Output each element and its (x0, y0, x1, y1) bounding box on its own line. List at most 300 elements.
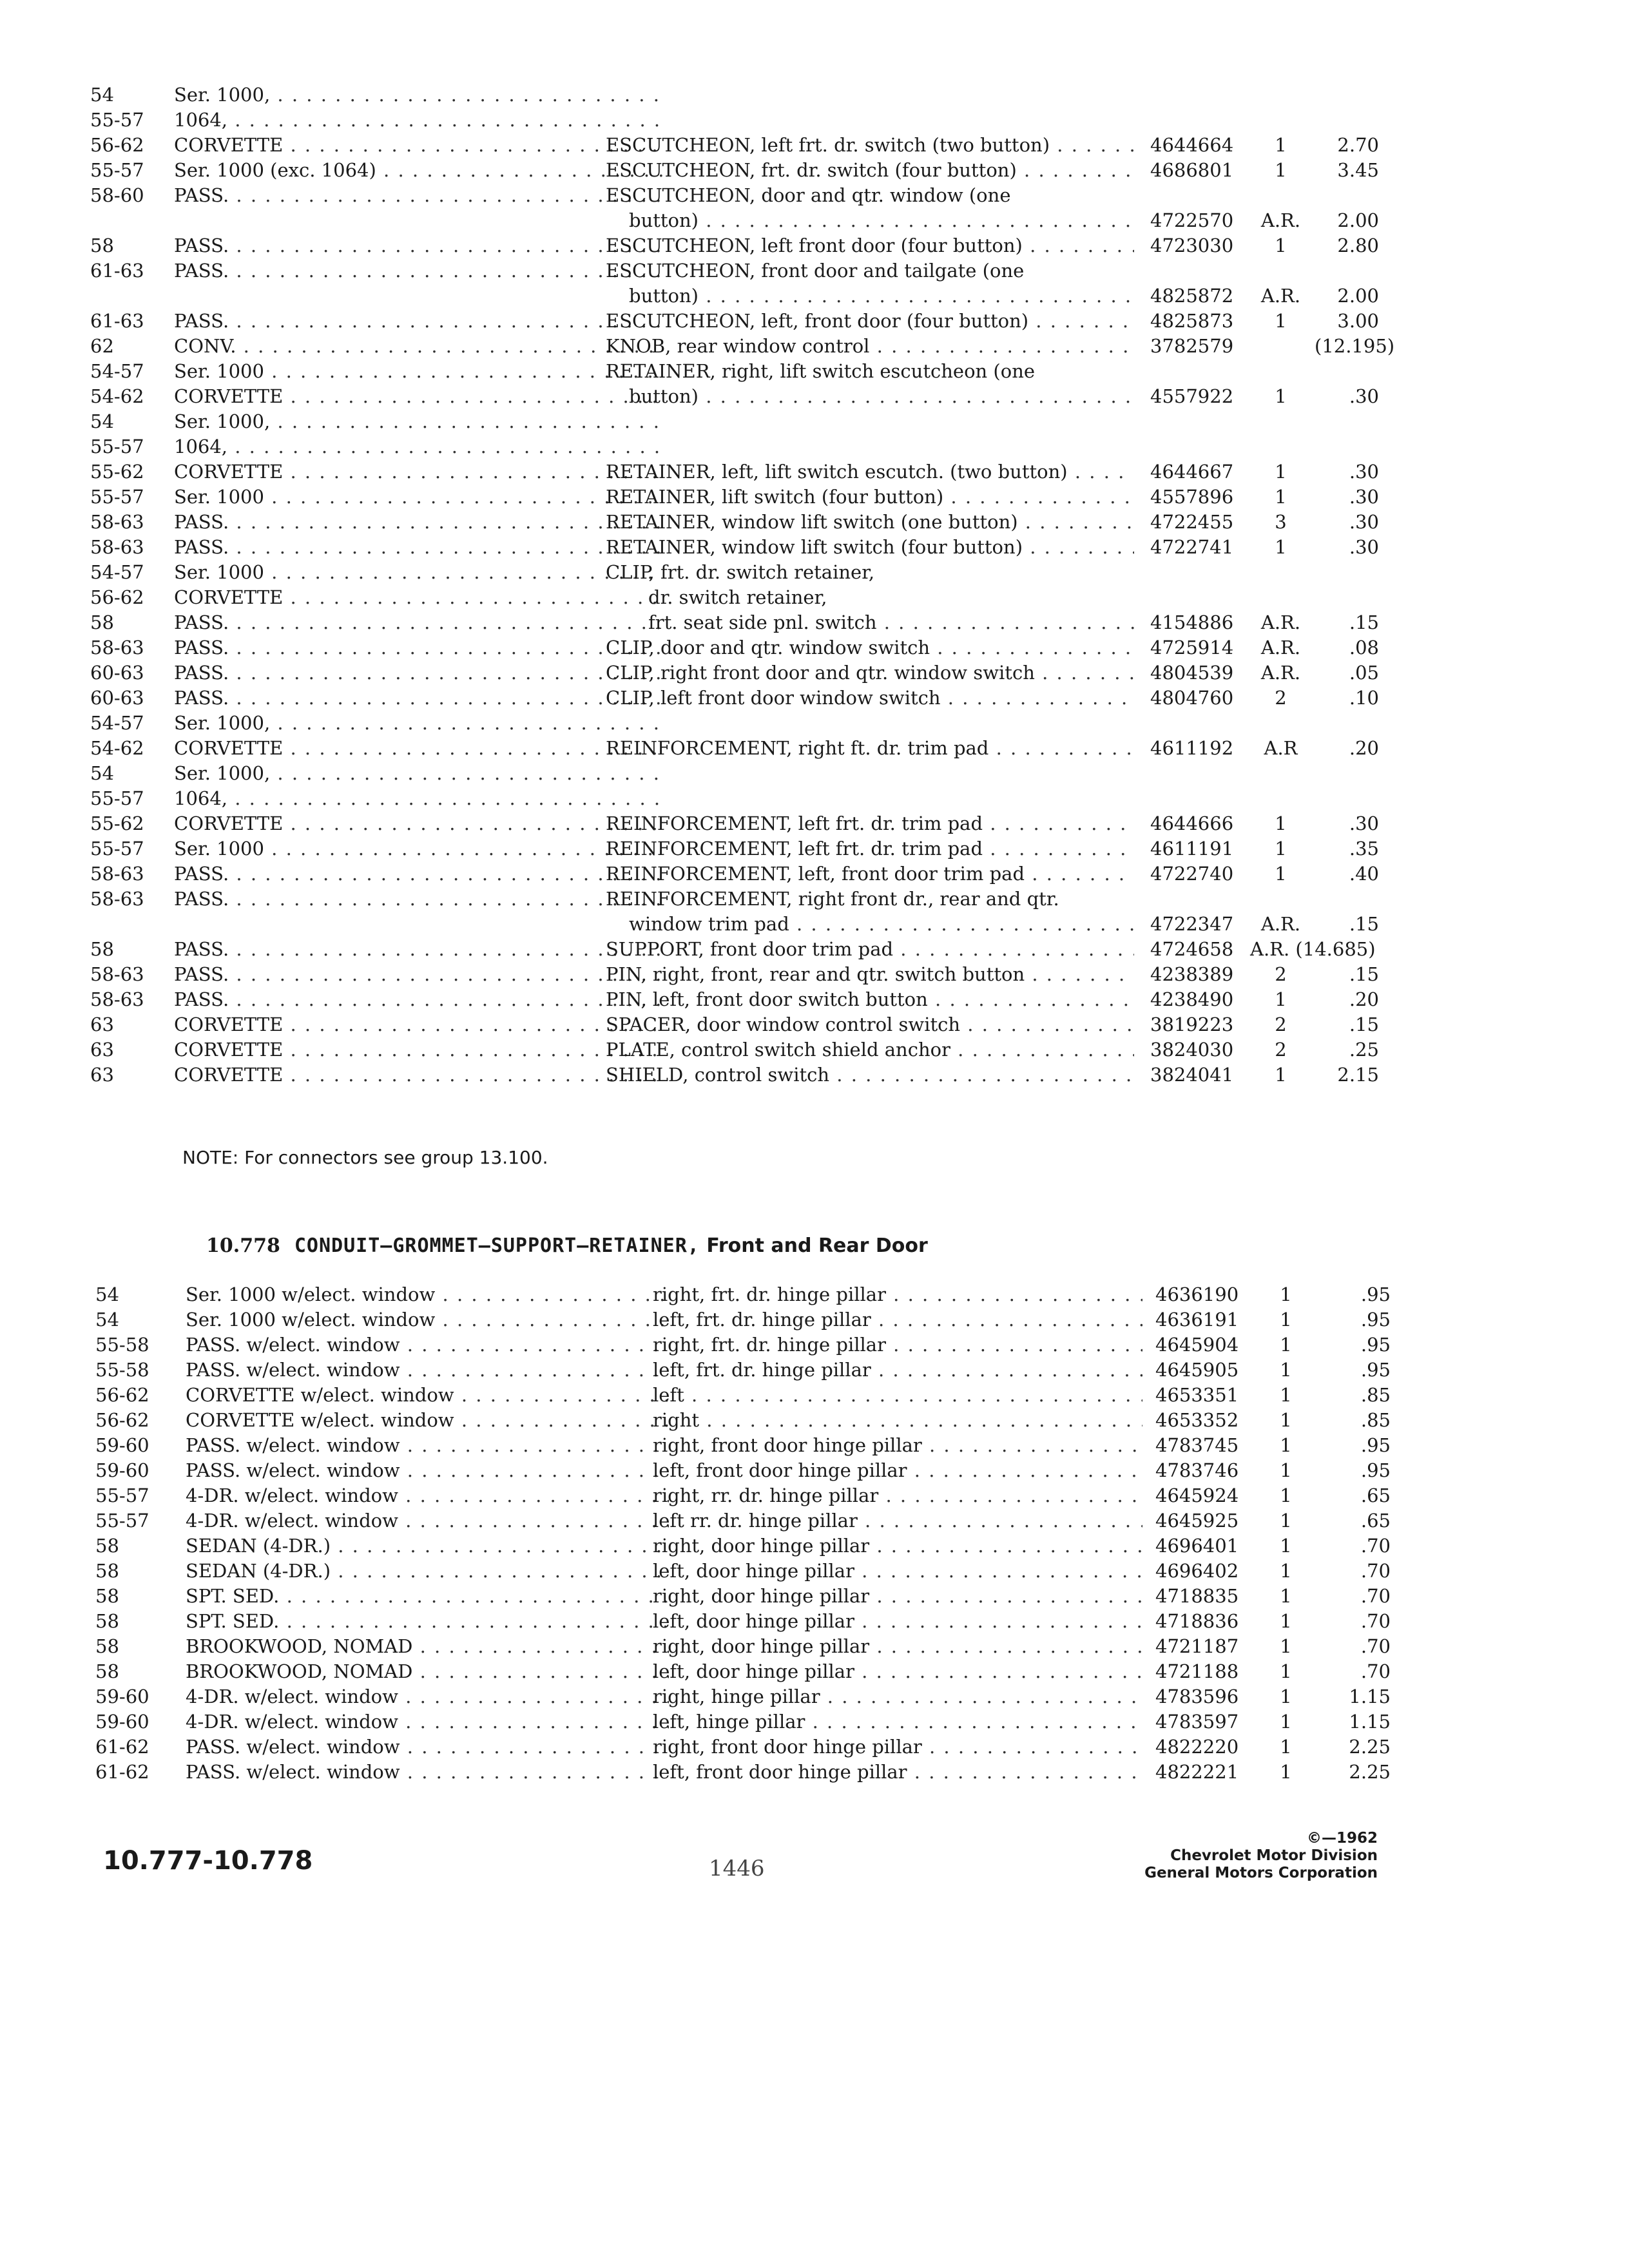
year-cell: 55-62 (90, 812, 144, 834)
year-cell: 58-60 (90, 184, 144, 206)
description-cell: left, door hinge pillar . . . (653, 1559, 1142, 1584)
year-cell: 54 (90, 410, 114, 432)
year-cell: 58 (95, 1610, 119, 1632)
model-cell: PASS. . . . (174, 660, 664, 686)
description-cell: left, door hinge pillar . . . (653, 1659, 1142, 1684)
price-cell: .70 (1360, 1535, 1391, 1557)
year-cell: 63 (90, 1064, 114, 1086)
part-number-cell: 4686801 (1150, 159, 1234, 181)
price-cell: .15 (1349, 611, 1379, 633)
part-number-cell: 4611192 (1150, 737, 1234, 759)
year-cell: 58 (95, 1535, 119, 1557)
year-cell: 63 (90, 1014, 114, 1035)
description-cell: right . . . (653, 1408, 1142, 1433)
quantity-cell: 1 (1275, 134, 1287, 156)
model-cell: 4-DR. w/elect. window . . . (186, 1709, 669, 1735)
year-cell: 54-62 (90, 737, 144, 759)
description-cell: left . . . (653, 1383, 1142, 1408)
year-cell: 54-62 (90, 385, 144, 407)
quantity-cell: A.R. (1260, 285, 1301, 307)
quantity-cell: 1 (1275, 1064, 1287, 1086)
price-cell: .95 (1360, 1283, 1391, 1305)
year-cell: 54 (90, 762, 114, 784)
quantity-cell: 1 (1280, 1359, 1292, 1381)
description-cell: right, door hinge pillar . . . (653, 1634, 1142, 1659)
section-title: CONDUIT—GROMMET—SUPPORT—RETAINER, (294, 1235, 700, 1257)
model-cell: PASS. w/elect. window . . . (186, 1433, 669, 1458)
year-cell: 55-57 (90, 436, 144, 457)
description-cell: left, door hinge pillar . . . (653, 1609, 1142, 1634)
year-cell: 59-60 (95, 1686, 149, 1707)
quantity-cell: 1 (1280, 1283, 1292, 1305)
price-cell: .30 (1349, 385, 1379, 407)
model-cell: CORVETTE . . . (174, 585, 664, 610)
price-cell: .95 (1360, 1459, 1391, 1481)
price-cell: 1.15 (1349, 1711, 1391, 1733)
quantity-cell: A.R. (1260, 662, 1301, 684)
quantity-cell: 1 (1280, 1459, 1292, 1481)
description-cell: ESCUTCHEON, left front door (four button) . . . (606, 233, 1134, 258)
model-cell: CORVETTE . . . (174, 1062, 664, 1088)
price-cell: .30 (1349, 461, 1379, 483)
year-cell: 58-63 (90, 988, 144, 1010)
quantity-cell: A.R (1264, 737, 1298, 759)
model-cell: PASS. w/elect. window . . . (186, 1458, 669, 1483)
quantity-cell: 1 (1280, 1510, 1292, 1532)
description-cell: window trim pad . . . (629, 912, 1134, 937)
part-number-cell: 4636191 (1155, 1309, 1239, 1331)
model-cell: Ser. 1000 . . . (174, 560, 664, 585)
year-cell: 58-63 (90, 963, 144, 985)
description-cell: SHIELD, control switch . . . (606, 1062, 1134, 1088)
part-number-cell: 4644666 (1150, 812, 1234, 834)
model-cell: PASS. . . . (174, 233, 664, 258)
year-cell: 55-57 (95, 1510, 149, 1532)
description-cell: right, front door hinge pillar . . . (653, 1433, 1142, 1458)
model-cell: CORVETTE . . . (174, 1012, 664, 1037)
model-cell: Ser. 1000, . . . (174, 82, 664, 108)
model-cell: Ser. 1000 (exc. 1064) . . . (174, 158, 664, 183)
description-cell: left, front door hinge pillar . . . (653, 1760, 1142, 1785)
description-cell: right, door hinge pillar . . . (653, 1584, 1142, 1609)
section-subtitle: Front and Rear Door (706, 1235, 928, 1257)
year-cell: 54-57 (90, 561, 144, 583)
year-cell: 60-63 (90, 687, 144, 709)
year-cell: 54 (90, 84, 114, 106)
quantity-cell: A.R. (1260, 611, 1301, 633)
quantity-cell: 1 (1280, 1686, 1292, 1707)
publisher-block (1144, 1830, 1378, 1882)
quantity-cell: A.R. (1260, 913, 1301, 935)
model-cell: SEDAN (4-DR.) . . . (186, 1559, 669, 1584)
quantity-cell: 1 (1275, 988, 1287, 1010)
price-cell: .70 (1360, 1585, 1391, 1607)
price-cell: 2.00 (1337, 285, 1379, 307)
price-cell: .70 (1360, 1610, 1391, 1632)
price-cell: .70 (1360, 1660, 1391, 1682)
year-cell: 55-57 (90, 838, 144, 860)
year-cell: 55-62 (90, 461, 144, 483)
year-cell: 61-62 (95, 1761, 149, 1783)
model-cell: CORVETTE w/elect. window . . . (186, 1408, 669, 1433)
year-cell: 61-63 (90, 310, 144, 332)
price-cell: 2.00 (1337, 209, 1379, 231)
year-cell: 63 (90, 1039, 114, 1061)
part-number-cell: 3782579 (1150, 335, 1234, 357)
price-cell: 1.15 (1349, 1686, 1391, 1707)
description-cell: REINFORCEMENT, right front dr., rear and qtr. (606, 888, 1059, 910)
year-cell: 59-60 (95, 1434, 149, 1456)
quantity-cell: A.R. (1260, 209, 1301, 231)
model-cell: PASS. . . . (174, 635, 664, 660)
part-number-cell: 3824030 (1150, 1039, 1234, 1061)
quantity-cell: 1 (1280, 1560, 1292, 1582)
price-cell: .70 (1360, 1635, 1391, 1657)
model-cell: 4-DR. w/elect. window . . . (186, 1483, 669, 1508)
quantity-cell: 2 (1275, 1014, 1287, 1035)
description-cell: CLIP, left front door window switch . . . (606, 686, 1134, 711)
year-cell: 62 (90, 335, 114, 357)
quantity-cell: 1 (1280, 1635, 1292, 1657)
part-number-cell: 4783596 (1155, 1686, 1239, 1707)
quantity-cell: 1 (1280, 1761, 1292, 1783)
quantity-cell: 1 (1280, 1434, 1292, 1456)
part-number-cell: 4822220 (1155, 1736, 1239, 1758)
model-cell: CORVETTE . . . (174, 133, 664, 158)
year-cell: 58 (95, 1585, 119, 1607)
part-number-cell: 4645924 (1155, 1485, 1239, 1506)
description-cell: right, frt. dr. hinge pillar . . . (653, 1282, 1142, 1307)
year-cell: 60-63 (90, 662, 144, 684)
quantity-cell: 1 (1280, 1711, 1292, 1733)
year-cell: 54-57 (90, 360, 144, 382)
description-cell: PIN, right, front, rear and qtr. switch button . . . (606, 962, 1134, 987)
price-cell: .65 (1360, 1485, 1391, 1506)
description-cell: frt. seat side pnl. switch . . . (648, 610, 1134, 635)
division-name: Chevrolet Motor Division (1170, 1847, 1378, 1864)
model-cell: PASS. . . . (174, 962, 664, 987)
model-cell: 4-DR. w/elect. window . . . (186, 1508, 669, 1533)
model-cell: PASS. . . . (174, 887, 664, 912)
year-cell: 54-57 (90, 712, 144, 734)
year-cell: 56-62 (90, 586, 144, 608)
connector-note: NOTE: For connectors see group 13.100. (182, 1147, 548, 1168)
price-cell: .30 (1349, 511, 1379, 533)
part-number-cell: 4557922 (1150, 385, 1234, 407)
quantity-cell: 1 (1280, 1660, 1292, 1682)
price-cell: .95 (1360, 1334, 1391, 1356)
description-cell: left, hinge pillar . . . (653, 1709, 1142, 1735)
year-cell: 56-62 (95, 1409, 149, 1431)
model-cell: PASS. . . . (174, 610, 664, 635)
part-number-cell: 4557896 (1150, 486, 1234, 508)
part-number-cell: 4721187 (1155, 1635, 1239, 1657)
description-cell: KNOB, rear window control . . . (606, 334, 1134, 359)
description-cell: PLATE, control switch shield anchor . . . (606, 1037, 1134, 1062)
price-cell: .10 (1349, 687, 1379, 709)
quantity-cell: 1 (1275, 812, 1287, 834)
page-number: 1446 (709, 1856, 765, 1881)
description-cell: CLIP, frt. dr. switch retainer, (606, 561, 875, 583)
model-cell: BROOKWOOD, NOMAD . . . (186, 1634, 669, 1659)
price-cell: .08 (1349, 637, 1379, 658)
quantity-cell: 2 (1275, 687, 1287, 709)
description-cell: RETAINER, window lift switch (one button) . . . (606, 510, 1134, 535)
model-cell: BROOKWOOD, NOMAD . . . (186, 1659, 669, 1684)
price-cell: .85 (1360, 1409, 1391, 1431)
part-number-cell: 4724658 (1150, 938, 1234, 960)
description-cell: right, rr. dr. hinge pillar . . . (653, 1483, 1142, 1508)
model-cell: CORVETTE . . . (174, 459, 664, 485)
part-number-cell: 4696402 (1155, 1560, 1239, 1582)
part-number-cell: 4722741 (1150, 536, 1234, 558)
year-cell: 58-63 (90, 863, 144, 885)
quantity-cell: 1 (1280, 1585, 1292, 1607)
model-cell: SEDAN (4-DR.) . . . (186, 1533, 669, 1559)
price-cell: 3.45 (1337, 159, 1379, 181)
part-number-cell: 4822221 (1155, 1761, 1239, 1783)
description-cell: button) . . . (629, 284, 1134, 309)
model-cell: CORVETTE . . . (174, 811, 664, 836)
copyright: ©—1962 (1306, 1830, 1378, 1847)
year-cell: 55-58 (95, 1359, 149, 1381)
model-cell: CORVETTE . . . (174, 1037, 664, 1062)
quantity-cell: 2 (1275, 963, 1287, 985)
model-cell: PASS. . . . (174, 510, 664, 535)
quantity-cell: 1 (1280, 1384, 1292, 1406)
year-cell: 54 (95, 1283, 119, 1305)
part-number-cell: 4718835 (1155, 1585, 1239, 1607)
description-cell: ESCUTCHEON, frt. dr. switch (four button) . . . (606, 158, 1134, 183)
description-cell: ESCUTCHEON, front door and tailgate (one (606, 260, 1025, 282)
description-cell: left rr. dr. hinge pillar . . . (653, 1508, 1142, 1533)
price-cell: .40 (1349, 863, 1379, 885)
description-cell: CLIP, door and qtr. window switch . . . (606, 635, 1134, 660)
part-number-cell: 4645925 (1155, 1510, 1239, 1532)
price-cell: .15 (1349, 963, 1379, 985)
description-cell: REINFORCEMENT, right ft. dr. trim pad . . . (606, 736, 1134, 761)
price-cell: .95 (1360, 1309, 1391, 1331)
quantity-cell: 1 (1275, 536, 1287, 558)
part-number-cell: 4644667 (1150, 461, 1234, 483)
year-cell: 58 (90, 235, 114, 256)
model-cell: PASS. . . . (174, 309, 664, 334)
model-cell: SPT. SED. . . . (186, 1584, 669, 1609)
year-cell: 55-57 (90, 787, 144, 809)
year-cell: 55-57 (90, 109, 144, 131)
description-cell: REINFORCEMENT, left frt. dr. trim pad . . . (606, 811, 1134, 836)
quantity-cell: 1 (1275, 461, 1287, 483)
model-cell: PASS. . . . (174, 937, 664, 962)
year-cell: 58 (90, 611, 114, 633)
part-number-cell: 4721188 (1155, 1660, 1239, 1682)
description-cell: CLIP, right front door and qtr. window switch . . . (606, 660, 1134, 686)
model-cell: PASS. w/elect. window . . . (186, 1358, 669, 1383)
description-cell: button) . . . (629, 208, 1134, 233)
quantity-cell: 1 (1280, 1610, 1292, 1632)
description-cell: right, door hinge pillar . . . (653, 1533, 1142, 1559)
model-cell: 1064, . . . (174, 786, 664, 811)
model-cell: PASS. w/elect. window . . . (186, 1332, 669, 1358)
description-cell: left, frt. dr. hinge pillar . . . (653, 1307, 1142, 1332)
year-cell: 54 (95, 1309, 119, 1331)
description-cell: dr. switch retainer, (648, 586, 827, 608)
part-number-cell: 4238389 (1150, 963, 1234, 985)
price-cell: .25 (1349, 1039, 1379, 1061)
model-cell: Ser. 1000, . . . (174, 711, 664, 736)
part-number-cell: 4722347 (1150, 913, 1234, 935)
quantity-cell: 1 (1275, 159, 1287, 181)
description-cell: right, frt. dr. hinge pillar . . . (653, 1332, 1142, 1358)
quantity-cell: A.R. (14.685) (1250, 938, 1376, 960)
price-cell: .20 (1349, 737, 1379, 759)
price-cell: 3.00 (1337, 310, 1379, 332)
price-cell: 2.80 (1337, 235, 1379, 256)
quantity-cell: 3 (1275, 511, 1287, 533)
quantity-cell: 1 (1280, 1736, 1292, 1758)
part-number-cell: 4804760 (1150, 687, 1234, 709)
part-number-cell: 4238490 (1150, 988, 1234, 1010)
part-number-cell: 4154886 (1150, 611, 1234, 633)
description-cell: PIN, left, front door switch button . . . (606, 987, 1134, 1012)
model-cell: PASS. . . . (174, 987, 664, 1012)
quantity-cell: 1 (1280, 1535, 1292, 1557)
price-cell: 2.70 (1337, 134, 1379, 156)
year-cell: 59-60 (95, 1711, 149, 1733)
part-number-cell: 4725914 (1150, 637, 1234, 658)
price-cell: .95 (1360, 1434, 1391, 1456)
year-cell: 61-62 (95, 1736, 149, 1758)
year-cell: 58-63 (90, 511, 144, 533)
part-number-cell: 4653351 (1155, 1384, 1239, 1406)
model-cell: PASS. w/elect. window . . . (186, 1735, 669, 1760)
part-number-cell: 4611191 (1150, 838, 1234, 860)
group-number: 10.777-10.778 (103, 1846, 313, 1876)
model-cell: PASS. . . . (174, 686, 664, 711)
description-cell: ESCUTCHEON, left, front door (four button) . . . (606, 309, 1134, 334)
quantity-cell: 1 (1275, 385, 1287, 407)
model-cell: PASS. . . . (174, 861, 664, 887)
model-cell: CORVETTE . . . (174, 736, 664, 761)
quantity-cell: 1 (1275, 863, 1287, 885)
part-number-cell: 4783746 (1155, 1459, 1239, 1481)
description-cell: SPACER, door window control switch . . . (606, 1012, 1134, 1037)
price-cell: .05 (1349, 662, 1379, 684)
part-number-cell: 4722455 (1150, 511, 1234, 533)
year-cell: 58 (95, 1635, 119, 1657)
year-cell: 56-62 (95, 1384, 149, 1406)
model-cell: PASS. w/elect. window . . . (186, 1760, 669, 1785)
part-number-cell: 4718836 (1155, 1610, 1239, 1632)
year-cell: 61-63 (90, 260, 144, 282)
price-cell: (12.195) (1315, 335, 1395, 357)
model-cell: PASS. . . . (174, 183, 664, 208)
description-cell: button) . . . (629, 384, 1134, 409)
model-cell: CONV. . . . (174, 334, 664, 359)
description-cell: left, frt. dr. hinge pillar . . . (653, 1358, 1142, 1383)
price-cell: .65 (1360, 1510, 1391, 1532)
part-number-cell: 3824041 (1150, 1064, 1234, 1086)
part-number-cell: 4644664 (1150, 134, 1234, 156)
part-number-cell: 4783745 (1155, 1434, 1239, 1456)
part-number-cell: 4825873 (1150, 310, 1234, 332)
model-cell: PASS. . . . (174, 258, 664, 284)
year-cell: 58-63 (90, 637, 144, 658)
description-cell: REINFORCEMENT, left, front door trim pad . . . (606, 861, 1134, 887)
section-heading-10-778 (206, 1235, 928, 1257)
part-number-cell: 4645905 (1155, 1359, 1239, 1381)
model-cell: Ser. 1000 w/elect. window . . . (186, 1282, 669, 1307)
description-cell: RETAINER, lift switch (four button) . . . (606, 485, 1134, 510)
model-cell: CORVETTE w/elect. window . . . (186, 1383, 669, 1408)
description-cell: RETAINER, window lift switch (four button) . . . (606, 535, 1134, 560)
quantity-cell: A.R. (1260, 637, 1301, 658)
year-cell: 55-57 (95, 1485, 149, 1506)
model-cell: PASS. . . . (174, 535, 664, 560)
year-cell: 58 (95, 1560, 119, 1582)
description-cell: right, hinge pillar . . . (653, 1684, 1142, 1709)
part-number-cell: 4722740 (1150, 863, 1234, 885)
quantity-cell: 1 (1275, 486, 1287, 508)
price-cell: .70 (1360, 1560, 1391, 1582)
part-number-cell: 4723030 (1150, 235, 1234, 256)
model-cell: Ser. 1000 . . . (174, 359, 664, 384)
price-cell: .30 (1349, 536, 1379, 558)
description-cell: RETAINER, right, lift switch escutcheon (one (606, 360, 1036, 382)
part-number-cell: 4696401 (1155, 1535, 1239, 1557)
model-cell: 4-DR. w/elect. window . . . (186, 1684, 669, 1709)
quantity-cell: 1 (1275, 235, 1287, 256)
model-cell: Ser. 1000 . . . (174, 485, 664, 510)
part-number-cell: 4783597 (1155, 1711, 1239, 1733)
part-number-cell: 4645904 (1155, 1334, 1239, 1356)
model-cell: Ser. 1000, . . . (174, 761, 664, 786)
model-cell: 1064, . . . (174, 108, 664, 133)
quantity-cell: 1 (1280, 1409, 1292, 1431)
year-cell: 55-57 (90, 159, 144, 181)
quantity-cell: 1 (1280, 1485, 1292, 1506)
price-cell: .95 (1360, 1359, 1391, 1381)
part-number-cell: 4804539 (1150, 662, 1234, 684)
part-number-cell: 4825872 (1150, 285, 1234, 307)
year-cell: 55-58 (95, 1334, 149, 1356)
price-cell: .15 (1349, 913, 1379, 935)
price-cell: .30 (1349, 486, 1379, 508)
price-cell: 2.15 (1337, 1064, 1379, 1086)
year-cell: 56-62 (90, 134, 144, 156)
price-cell: .15 (1349, 1014, 1379, 1035)
section-number: 10.778 (206, 1235, 280, 1257)
description-cell: ESCUTCHEON, left frt. dr. switch (two button) . . . (606, 133, 1134, 158)
description-cell: REINFORCEMENT, left frt. dr. trim pad . . . (606, 836, 1134, 861)
part-number-cell: 4636190 (1155, 1283, 1239, 1305)
part-number-cell: 4722570 (1150, 209, 1234, 231)
model-cell: Ser. 1000 w/elect. window . . . (186, 1307, 669, 1332)
year-cell: 58-63 (90, 536, 144, 558)
price-cell: .85 (1360, 1384, 1391, 1406)
model-cell: 1064, . . . (174, 434, 664, 459)
quantity-cell: 1 (1275, 310, 1287, 332)
quantity-cell: 2 (1275, 1039, 1287, 1061)
price-cell: .20 (1349, 988, 1379, 1010)
model-cell: Ser. 1000, . . . (174, 409, 664, 434)
quantity-cell: 1 (1280, 1309, 1292, 1331)
price-cell: 2.25 (1349, 1736, 1391, 1758)
year-cell: 55-57 (90, 486, 144, 508)
model-cell: Ser. 1000 . . . (174, 836, 664, 861)
model-cell: CORVETTE . . . (174, 384, 664, 409)
description-cell: ESCUTCHEON, door and qtr. window (one (606, 184, 1011, 206)
